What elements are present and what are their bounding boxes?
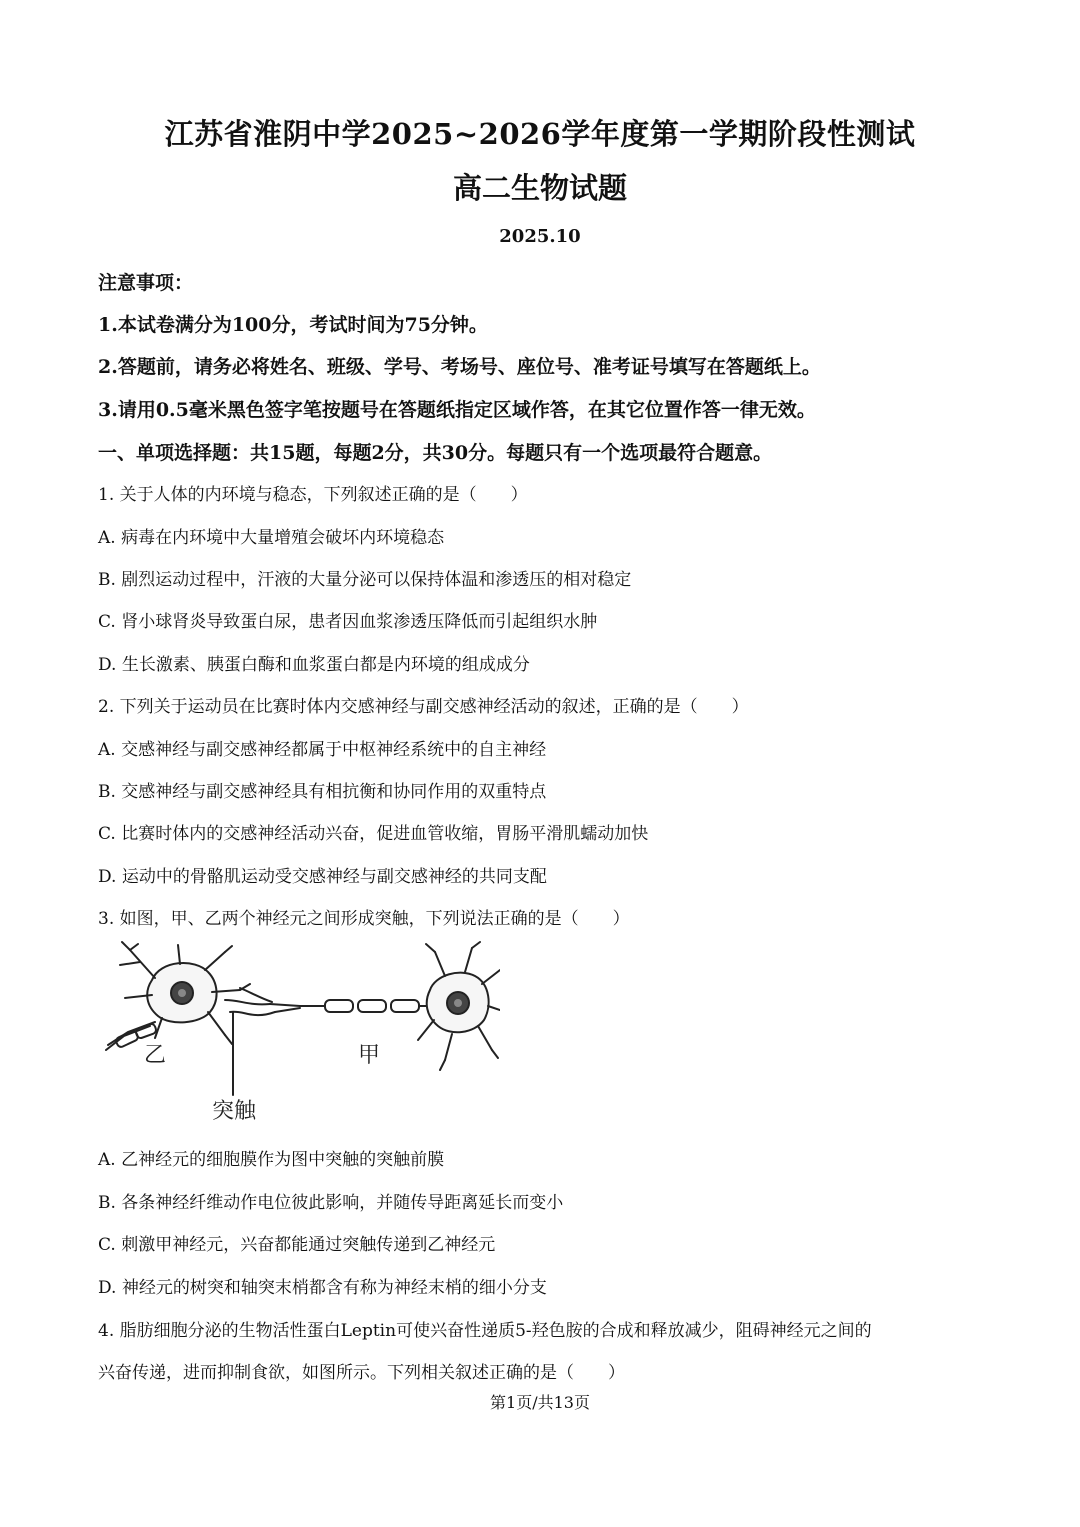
question-stem-continued: 兴奋传递，进而抑制食欲，如图所示。下列相关叙述正确的是（ ） [98,1363,625,1383]
notice-item: 1.本试卷满分为100分，考试时间为75分钟。 [98,314,488,336]
question-stem: 2. 下列关于运动员在比赛时体内交感神经与副交感神经活动的叙述，正确的是（ ） [98,697,749,717]
question-stem: 4. 脂肪细胞分泌的生物活性蛋白Leptin可使兴奋性递质5-羟色胺的合成和释放减少，阻碍神经元之间的 [98,1321,872,1341]
question-option: A. 乙神经元的细胞膜作为图中突触的突触前膜 [98,1150,445,1170]
neuron-synapse-figure [100,940,500,1130]
question-option: C. 比赛时体内的交感神经活动兴奋，促进血管收缩，胃肠平滑肌蠕动加快 [98,824,649,844]
exam-title: 江苏省淮阴中学2025~2026学年度第一学期阶段性测试 [164,117,916,151]
exam-subtitle: 高二生物试题 [452,171,627,205]
question-option: A. 病毒在内环境中大量增殖会破坏内环境稳态 [98,528,445,548]
notice-heading: 注意事项： [98,272,194,294]
question-option: A. 交感神经与副交感神经都属于中枢神经系统中的自主神经 [98,740,547,760]
question-option: B. 剧烈运动过程中，汗液的大量分泌可以保持体温和渗透压的相对稳定 [98,570,632,590]
figure-label-jia: 甲 [358,1043,381,1068]
figure-label-yi: 乙 [144,1043,167,1068]
notice-item: 2.答题前，请务必将姓名、班级、学号、考场号、座位号、准考证号填写在答题纸上。 [98,356,821,378]
section-heading: 一、单项选择题：共15题，每题2分，共30分。每题只有一个选项最符合题意。 [98,442,773,464]
question-option: C. 刺激甲神经元，兴奋都能通过突触传递到乙神经元 [98,1235,496,1255]
question-stem: 1. 关于人体的内环境与稳态，下列叙述正确的是（ ） [98,485,528,505]
question-option: D. 运动中的骨骼肌运动受交感神经与副交感神经的共同支配 [98,867,547,887]
question-stem: 3. 如图，甲、乙两个神经元之间形成突触，下列说法正确的是（ ） [98,909,630,929]
exam-date: 2025.10 [499,226,581,247]
question-option: C. 肾小球肾炎导致蛋白尿，患者因血浆渗透压降低而引起组织水肿 [98,612,598,632]
question-option: B. 交感神经与副交感神经具有相抗衡和协同作用的双重特点 [98,782,547,802]
question-option: D. 生长激素、胰蛋白酶和血浆蛋白都是内环境的组成成分 [98,655,530,675]
question-option: B. 各条神经纤维动作电位彼此影响，并随传导距离延长而变小 [98,1193,564,1213]
page-number: 第1页/共13页 [490,1393,590,1412]
question-option: D. 神经元的树突和轴突末梢都含有称为神经末梢的细小分支 [98,1278,547,1298]
notice-item: 3.请用0.5毫米黑色签字笔按题号在答题纸指定区域作答，在其它位置作答一律无效。 [98,399,816,421]
figure-label-synapse: 突触 [212,1099,257,1124]
